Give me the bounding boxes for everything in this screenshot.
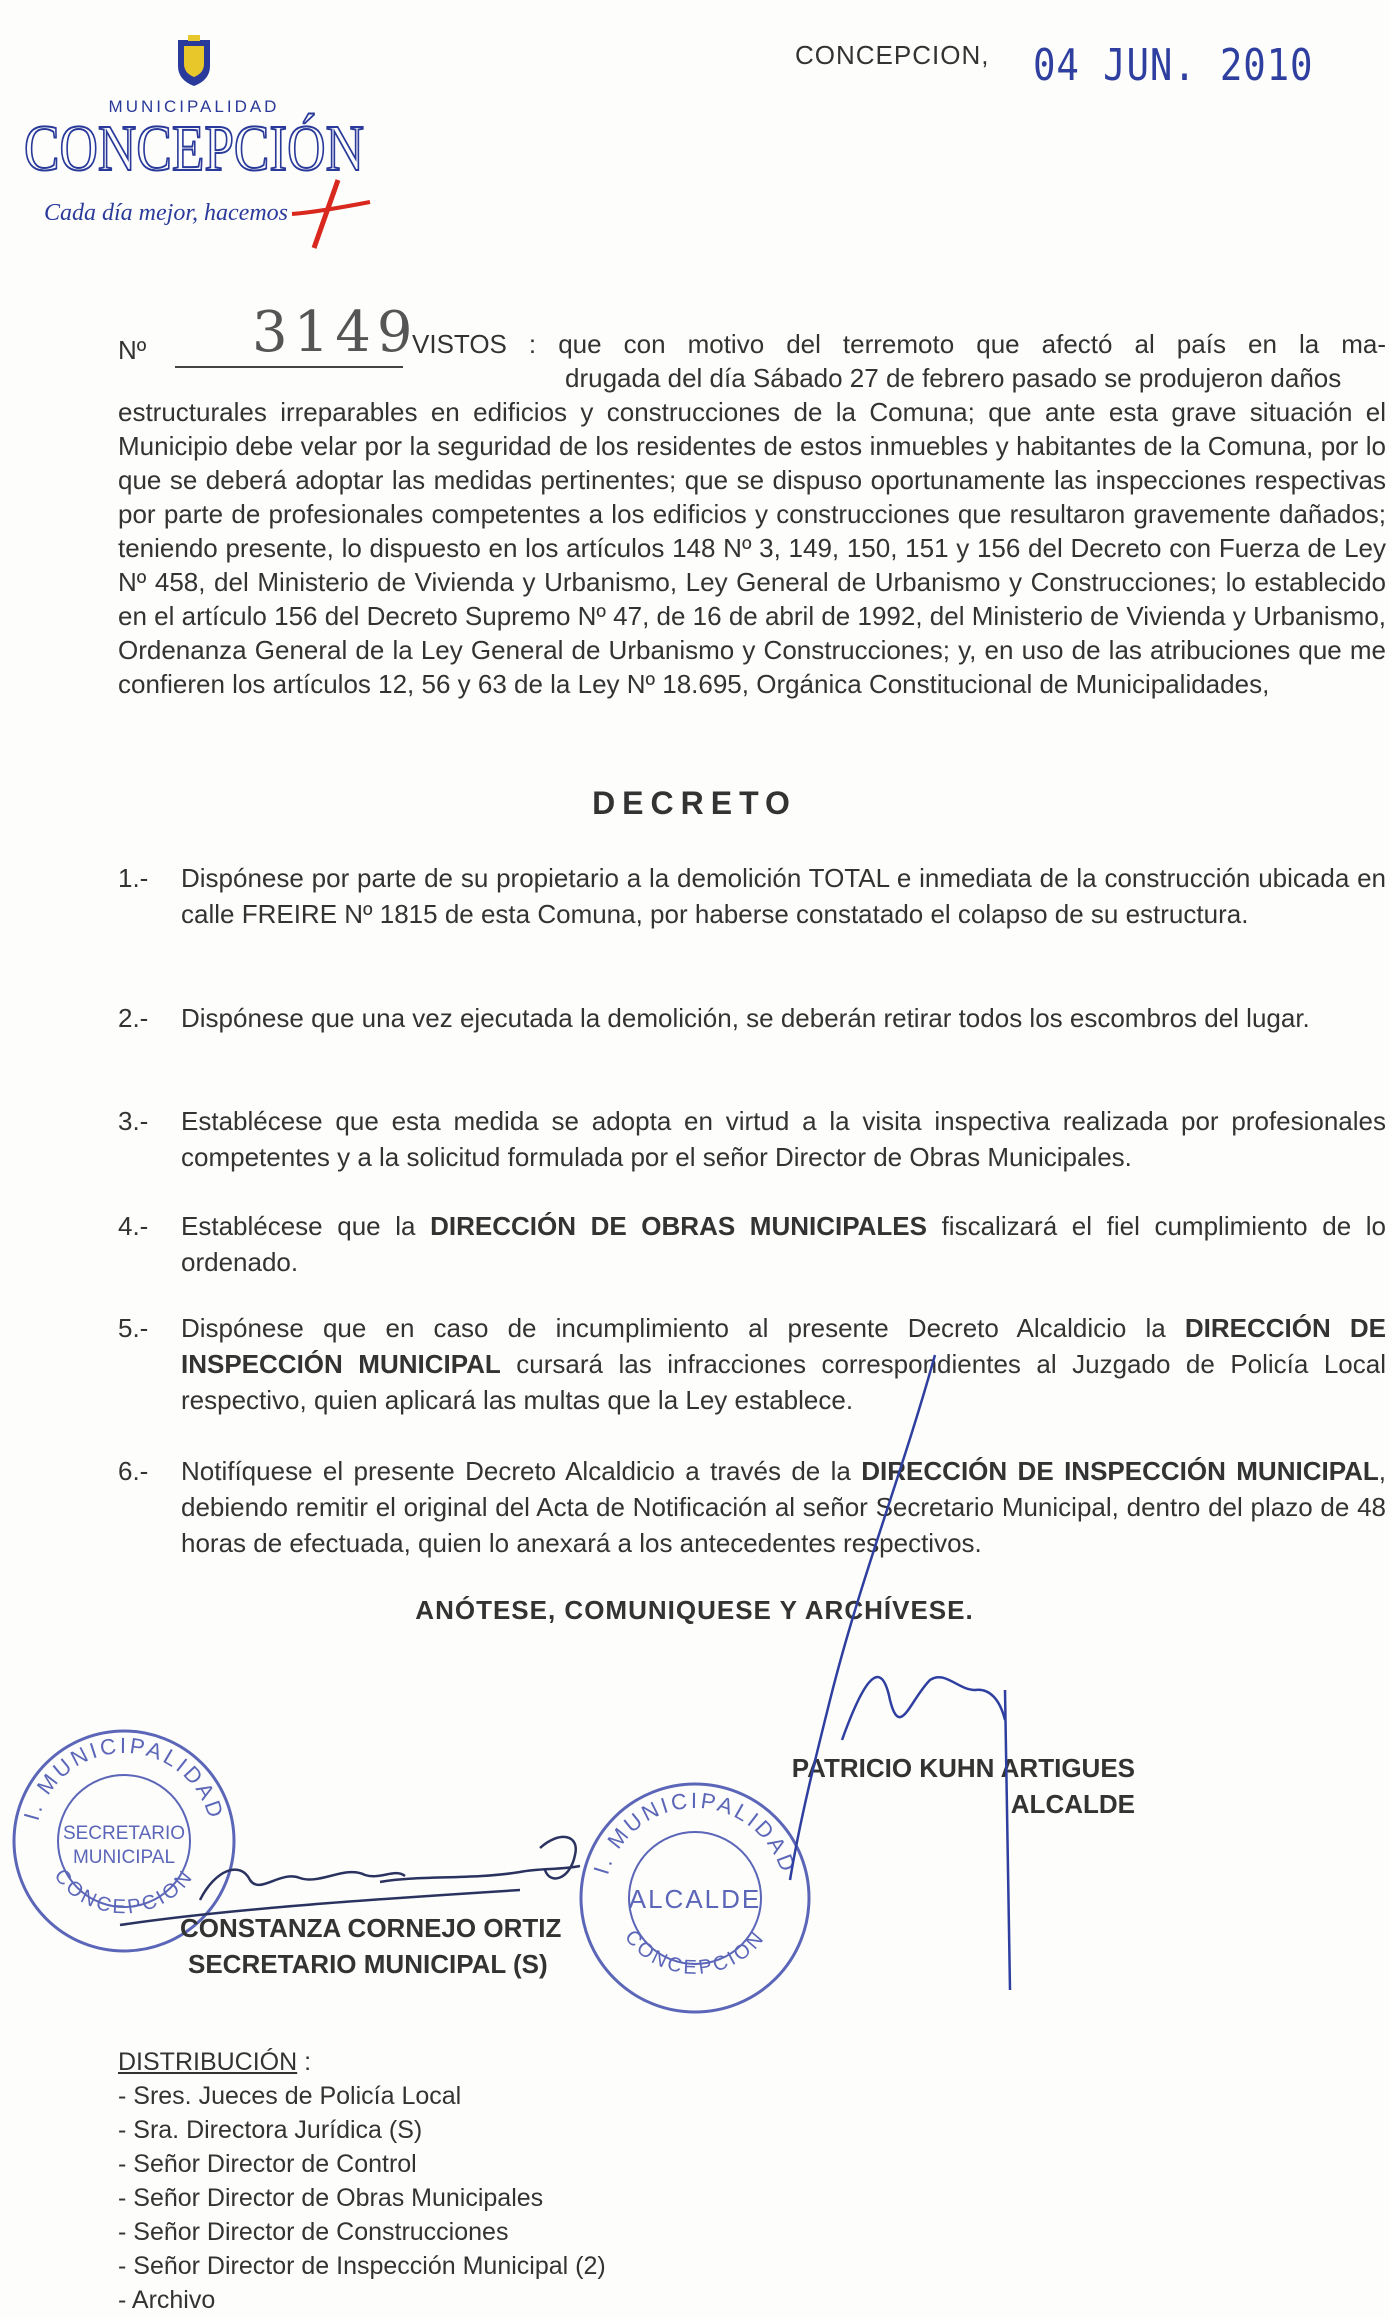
item-text: Dispónese por parte de su propietario a la demolición TOTAL e inmediata de la construcción ubicada en calle FREIRE Nº 1815 de esta Comuna, por haberse constatado el colapso de su estructura. (181, 863, 1386, 929)
svg-text:ALCALDE: ALCALDE (628, 1884, 762, 1914)
decree-item-1 (118, 860, 1386, 932)
item-text: Notifíquese el presente Decreto Alcaldicio a través de la DIRECCIÓN DE INSPECCIÓN MUNICIPAL, debiendo remitir el original del Acta de Notificación al señor Secretario Municipal, dentro del plazo de 48 horas de efectuada, quien lo anexará a los antecedentes respectivos. (181, 1456, 1386, 1558)
vistos-second-line: drugada del día Sábado 27 de febrero pasado se produjeron daños (565, 363, 1342, 393)
logo-slogan: Cada día mejor, hacemos (44, 200, 288, 226)
svg-text:CONCEPCION: CONCEPCION (49, 1865, 199, 1919)
list-item: - Sra. Directora Jurídica (S) (118, 2116, 423, 2144)
municipal-logo (18, 30, 378, 240)
item-number: 2.- (118, 1003, 149, 1033)
vistos-first-line: VISTOS : que con motivo del terremoto que afectó al país en la ma- (412, 329, 1386, 359)
logo-municipalidad: MUNICIPALIDAD (108, 97, 280, 116)
item-number: 1.- (118, 863, 149, 893)
list-item: - Señor Director de Inspección Municipal (2) (118, 2252, 606, 2280)
item-number: 6.- (118, 1456, 149, 1486)
list-item: - Señor Director de Obras Municipales (118, 2184, 544, 2212)
list-item: - Señor Director de Control (118, 2150, 417, 2178)
alcalde-signature (790, 1355, 1010, 1990)
alcalde-title: ALCALDE (1010, 1789, 1135, 1819)
alcalde-signature-block (755, 1750, 1135, 1822)
svg-text:SECRETARIO: SECRETARIO (62, 1823, 186, 1844)
date-stamp: 04 JUN. 2010 (1033, 40, 1314, 91)
svg-text:I. MUNICIPALIDAD: I. MUNICIPALIDAD (588, 1787, 802, 1878)
distribution-list: DISTRIBUCIÓN : - Sres. Jueces de Policía Local - Sra. Directora Jurídica (S) - Señor Director de Control - Señor Director de Obras Municipales - Señor Director de Construcciones - Señor Director de Inspección Municipal (2) - Archivo (118, 2045, 606, 2317)
decree-item-6 (118, 1453, 1386, 1561)
decree-item-2 (118, 1000, 1386, 1036)
secretario-title: SECRETARIO MUNICIPAL (S) (188, 1949, 548, 1979)
secretario-name: CONSTANZA CORNEJO ORTIZ (180, 1913, 562, 1943)
item-text: Establécese que esta medida se adopta en virtud a la visita inspectiva realizada por profesionales competentes y a la solicitud formulada por el señor Director de Obras Municipales. (181, 1106, 1386, 1172)
list-item: - Archivo (118, 2286, 216, 2314)
decree-item-5 (118, 1310, 1386, 1418)
logo-city: CONCEPCIÓN (24, 112, 364, 185)
decree-number-label: Nº (118, 335, 147, 365)
svg-text:CONCEPCION: CONCEPCION (620, 1926, 770, 1980)
list-item: - Sres. Jueces de Policía Local (118, 2082, 462, 2110)
list-item: - Señor Director de Construcciones (118, 2218, 509, 2246)
plus-icon (292, 180, 370, 248)
alcalde-name: PATRICIO KUHN ARTIGUES (791, 1753, 1135, 1783)
item-number: 3.- (118, 1106, 149, 1136)
decree-number-line (175, 366, 403, 368)
svg-text:MUNICIPAL: MUNICIPAL (72, 1847, 176, 1868)
document-place: CONCEPCION, (795, 40, 990, 70)
svg-text:I. MUNICIPALIDAD: I. MUNICIPALIDAD (18, 1732, 230, 1824)
decree-heading: DECRETO (592, 785, 797, 821)
decree-item-4 (118, 1208, 1386, 1280)
item-text: Dispónese que una vez ejecutada la demolición, se deberán retirar todos los escombros del lugar. (181, 1003, 1310, 1033)
item-number: 4.- (118, 1211, 149, 1241)
closing-formula: ANÓTESE, COMUNIQUESE Y ARCHÍVESE. (415, 1595, 974, 1625)
item-text: Dispónese que en caso de incumplimiento al presente Decreto Alcaldicio la DIRECCIÓN DE INSPECCIÓN MUNICIPAL cursará las infracciones correspondientes al Juzgado de Policía Local respectivo, quien aplicará las multas que la Ley establece. (181, 1313, 1387, 1415)
coat-of-arms-icon (178, 35, 210, 86)
item-text: Establécese que la DIRECCIÓN DE OBRAS MUNICIPALES fiscalizará el fiel cumplimiento de lo ordenado. (181, 1211, 1386, 1277)
vistos-body: estructurales irreparables en edificios y construcciones de la Comuna; que ante esta grave situación el Municipio debe velar por la seguridad de los residentes de estos inmuebles y habitantes de la Comuna, por lo que se deberá adoptar las medidas pertinentes; que se dispuso oportunamente las inspecciones respectivas por parte de profesionales competentes a los edificios y construcciones que resultaron gravemente dañados; teniendo presente, lo dispuesto en los artículos 148 Nº 3, 149, 150, 151 y 156 del Decreto con Fuerza de Ley Nº 458, del Ministerio de Vivienda y Urbanismo, Ley General de Urbanismo y Construcciones; lo establecido en el artículo 156 del Decreto Supremo Nº 47, de 16 de abril de 1992, del Ministerio de Vivienda y Urbanismo, Ordenanza General de la Ley General de Urbanismo y Construcciones; y, en uso de las atribuciones que me confieren los artículos 12, 56 y 63 de la Ley Nº 18.695, Orgánica Constitucional de Municipalidades, (118, 397, 1386, 699)
distribution-heading: DISTRIBUCIÓN (118, 2048, 298, 2076)
decree-item-3 (118, 1103, 1386, 1175)
secretario-signature-block (180, 1910, 600, 1982)
item-number: 5.- (118, 1313, 149, 1343)
decree-number-value: 3149 (252, 300, 419, 365)
